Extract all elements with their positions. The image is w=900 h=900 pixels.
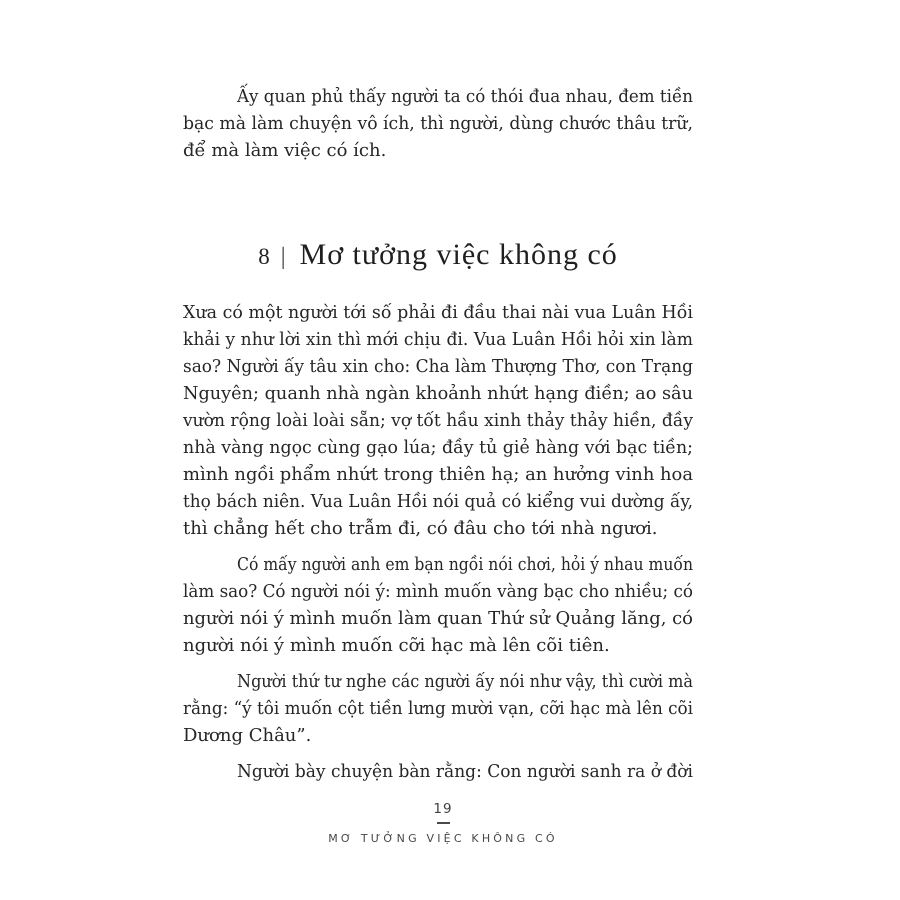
chapter-heading — [183, 234, 693, 279]
text-line: sao? Người ấy tâu xin cho: Cha làm Thượng Thơ, con Trạng — [183, 356, 693, 377]
text-line: thọ bách niên. Vua Luân Hồi nói quả có kiểng vui dường ấy, — [183, 491, 693, 512]
intro-paragraph-group — [183, 83, 693, 164]
chapter-title: Mơ tưởng việc không có — [299, 238, 618, 271]
running-title: MƠ TƯỞNG VIỆC KHÔNG CÓ — [328, 832, 558, 845]
paragraph — [183, 299, 693, 542]
text-line: người nói ý mình muốn làm quan Thứ sử Quảng lăng, có — [183, 608, 693, 629]
chapter-separator: | — [280, 244, 286, 270]
footer-divider — [437, 822, 450, 824]
paragraph — [183, 668, 693, 749]
text-line: mình ngồi phẩm nhứt trong thiên hạ; an hưởng vinh hoa — [183, 464, 693, 485]
text-line: Xưa có một người tới số phải đi đầu thai nài vua Luân Hồi — [183, 302, 693, 323]
body-paragraph-group — [183, 299, 693, 785]
text-line: Có mấy người anh em bạn ngồi nói chơi, hỏi ý nhau muốn — [237, 554, 693, 575]
paragraph — [183, 551, 693, 659]
text-line: bạc mà làm chuyện vô ích, thì người, dùng chước thâu trữ, — [183, 113, 693, 134]
text-line: Người thứ tư nghe các người ấy nói như vậy, thì cười mà — [237, 671, 693, 692]
text-line: nhà vàng ngọc cùng gạo lúa; đầy tủ giẻ hàng với bạc tiền; — [183, 437, 693, 458]
page-number: 19 — [433, 801, 453, 817]
text-column — [183, 0, 693, 794]
text-line: Dương Châu”. — [183, 725, 312, 746]
text-line: để mà làm việc có ích. — [183, 140, 387, 161]
text-line: Nguyên; quanh nhà ngàn khoảnh nhứt hạng điền; ao sâu — [183, 383, 693, 404]
text-line: người nói ý mình muốn cỡi hạc mà lên cõi tiên. — [183, 635, 610, 656]
text-line: rằng: “ý tôi muốn cột tiền lưng mười vạn, cỡi hạc mà lên cõi — [183, 698, 693, 719]
paragraph — [183, 83, 693, 164]
text-line: làm sao? Có người nói ý: mình muốn vàng bạc cho nhiều; có — [183, 581, 693, 602]
text-line: khải y như lời xin thì mới chịu đi. Vua Luân Hồi hỏi xin làm — [183, 329, 693, 350]
text-line: Người bày chuyện bàn rằng: Con người sanh ra ở đời — [237, 761, 693, 782]
chapter-number: 8 — [258, 244, 271, 269]
text-line: thì chẳng hết cho trẫm đi, có đâu cho tới nhà ngươi. — [183, 518, 658, 539]
paragraph — [183, 758, 693, 785]
text-line: vườn rộng loài loài sẵn; vợ tốt hầu xinh thảy thảy hiền, đầy — [183, 410, 693, 431]
text-line: Ấy quan phủ thấy người ta có thói đua nhau, đem tiền — [237, 86, 693, 107]
page-footer — [183, 801, 703, 845]
